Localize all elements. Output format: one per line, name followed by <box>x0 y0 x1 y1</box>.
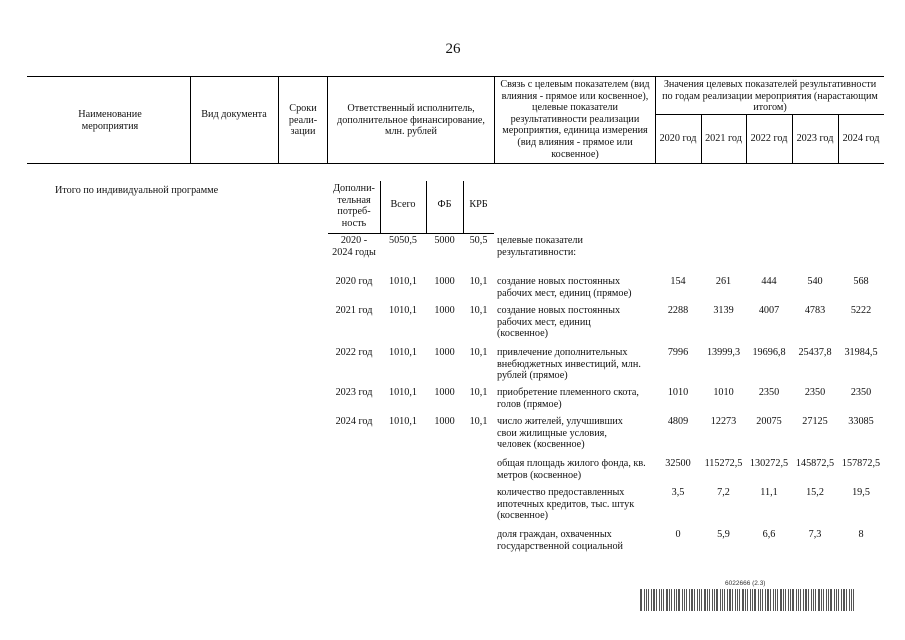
indicator-value-2021: 3139 <box>713 305 734 316</box>
page-number: 26 <box>445 41 461 57</box>
indicator-value-2020: 4809 <box>667 416 689 427</box>
indicator-value-2024: 157872,5 <box>841 458 881 469</box>
finance-fb: 1000 <box>434 305 455 316</box>
indicator-value-2024: 33085 <box>848 416 874 427</box>
finance-total: 1010,1 <box>388 347 417 358</box>
indicator-name: число жителей, улучшивших свои жилищные условия, человек (косвенное) <box>497 416 623 451</box>
header-terms: Сроки реали-зации <box>288 103 318 138</box>
indicator-value-2020: 2288 <box>667 305 689 316</box>
indicator-value-2023: 25437,8 <box>798 347 832 358</box>
header-target-link: Связь с целевым показателем (вид влияния - прямое или косвенное), целевые показатели результативности реализации мероприятия, единица измерения (вид влияния - прямое или косвенное) <box>500 79 650 160</box>
indicator-value-2022: 19696,8 <box>752 347 786 358</box>
indicator-value-2024: 5222 <box>850 305 872 316</box>
total-label: Итого по индивидуальной программе <box>55 185 219 196</box>
finance-fb: 1000 <box>434 416 455 427</box>
header-target-values: Значения целевых показателей результативности по годам реализации мероприятия (нарастающим итогом) <box>662 79 878 114</box>
indicator-value-2023: 2350 <box>804 387 826 398</box>
indicator-value-2022: 444 <box>761 276 777 287</box>
finance-krb: 50,5 <box>469 235 488 246</box>
header-document-type: Вид документа <box>201 109 267 120</box>
finance-total: 1010,1 <box>388 416 417 427</box>
indicator-value-2024: 8 <box>858 529 864 540</box>
indicator-name: привлечение дополнительных внебюджетных инвестиций, млн. рублей (прямое) <box>497 347 641 382</box>
finance-krb: 10,1 <box>469 305 488 316</box>
indicator-value-2020: 32500 <box>665 458 691 469</box>
indicators-header: целевые показатели результативности: <box>497 235 583 258</box>
finance-krb: 10,1 <box>469 387 488 398</box>
header-name: Наименование мероприятия <box>78 109 142 132</box>
finance-header-fb: ФБ <box>437 199 452 210</box>
indicator-value-2020: 1010 <box>667 387 689 398</box>
indicator-value-2021: 1010 <box>713 387 734 398</box>
indicator-name: приобретение племенного скота, голов (прямое) <box>497 387 639 410</box>
indicator-value-2022: 6,6 <box>762 529 776 540</box>
indicator-value-2023: 15,2 <box>806 487 824 498</box>
indicator-value-2024: 19,5 <box>852 487 870 498</box>
indicator-value-2023: 540 <box>807 276 823 287</box>
indicator-name: создание новых постоянных рабочих мест, единиц (косвенное) <box>497 305 621 340</box>
finance-fb: 1000 <box>434 387 455 398</box>
indicator-value-2023: 27125 <box>802 416 828 427</box>
barcode-number: 6022666 (2.3) <box>725 580 766 587</box>
indicator-value-2021: 13999,3 <box>706 347 741 358</box>
indicator-value-2021: 115272,5 <box>704 458 743 469</box>
indicator-name: доля граждан, охваченных государственной социальной <box>497 529 624 552</box>
finance-total: 1010,1 <box>388 276 417 287</box>
indicator-value-2024: 31984,5 <box>844 347 878 358</box>
indicator-value-2024: 568 <box>853 276 869 287</box>
finance-fb: 1000 <box>434 276 455 287</box>
indicator-value-2023: 4783 <box>804 305 826 316</box>
indicator-value-2022: 2350 <box>758 387 780 398</box>
indicator-name: количество предоставленных ипотечных кредитов, тыс. штук (косвенное) <box>497 487 635 522</box>
header-year-2021: 2021 год <box>705 133 742 144</box>
finance-total: 5050,5 <box>388 235 417 246</box>
finance-period: 2020 год <box>335 276 373 287</box>
indicator-value-2021: 7,2 <box>717 487 730 498</box>
indicator-value-2023: 145872,5 <box>795 458 835 469</box>
finance-period: 2023 год <box>335 387 373 398</box>
indicator-value-2022: 20075 <box>756 416 782 427</box>
indicator-value-2024: 2350 <box>850 387 872 398</box>
finance-krb: 10,1 <box>469 347 488 358</box>
finance-header-krb: КРБ <box>469 199 488 210</box>
finance-krb: 10,1 <box>469 276 488 287</box>
finance-header-period: Дополни-тельная потреб-ность <box>333 183 375 229</box>
indicator-value-2022: 4007 <box>758 305 780 316</box>
indicator-value-2022: 11,1 <box>760 487 778 498</box>
header-responsible: Ответственный исполнитель, дополнительное финансирование, млн. рублей <box>337 103 485 138</box>
finance-krb: 10,1 <box>469 416 488 427</box>
header-year-2022: 2022 год <box>750 133 788 144</box>
indicator-value-2021: 5,9 <box>717 529 730 540</box>
indicator-value-2020: 154 <box>670 276 686 287</box>
indicator-value-2021: 261 <box>715 276 732 287</box>
barcode <box>640 589 858 611</box>
finance-fb: 5000 <box>434 235 455 246</box>
indicator-value-2022: 130272,5 <box>749 458 789 469</box>
indicator-value-2021: 12273 <box>710 416 737 427</box>
indicator-name: создание новых постоянных рабочих мест, единиц (прямое) <box>497 276 632 299</box>
indicator-value-2020: 0 <box>675 529 681 540</box>
finance-period: 2020 - 2024 годы <box>332 235 376 258</box>
finance-total: 1010,1 <box>388 387 417 398</box>
indicator-value-2023: 7,3 <box>808 529 822 540</box>
finance-period: 2024 год <box>335 416 373 427</box>
header-year-2020: 2020 год <box>659 133 697 144</box>
finance-header-total: Всего <box>390 199 416 210</box>
indicator-value-2020: 3,5 <box>671 487 685 498</box>
indicator-value-2020: 7996 <box>667 347 689 358</box>
finance-period: 2022 год <box>335 347 373 358</box>
finance-total: 1010,1 <box>388 305 417 316</box>
indicator-name: общая площадь жилого фонда, кв. метров (косвенное) <box>497 458 646 481</box>
header-year-2024: 2024 год <box>842 133 880 144</box>
header-year-2023: 2023 год <box>796 133 834 144</box>
finance-fb: 1000 <box>434 347 455 358</box>
finance-period: 2021 год <box>335 305 373 316</box>
